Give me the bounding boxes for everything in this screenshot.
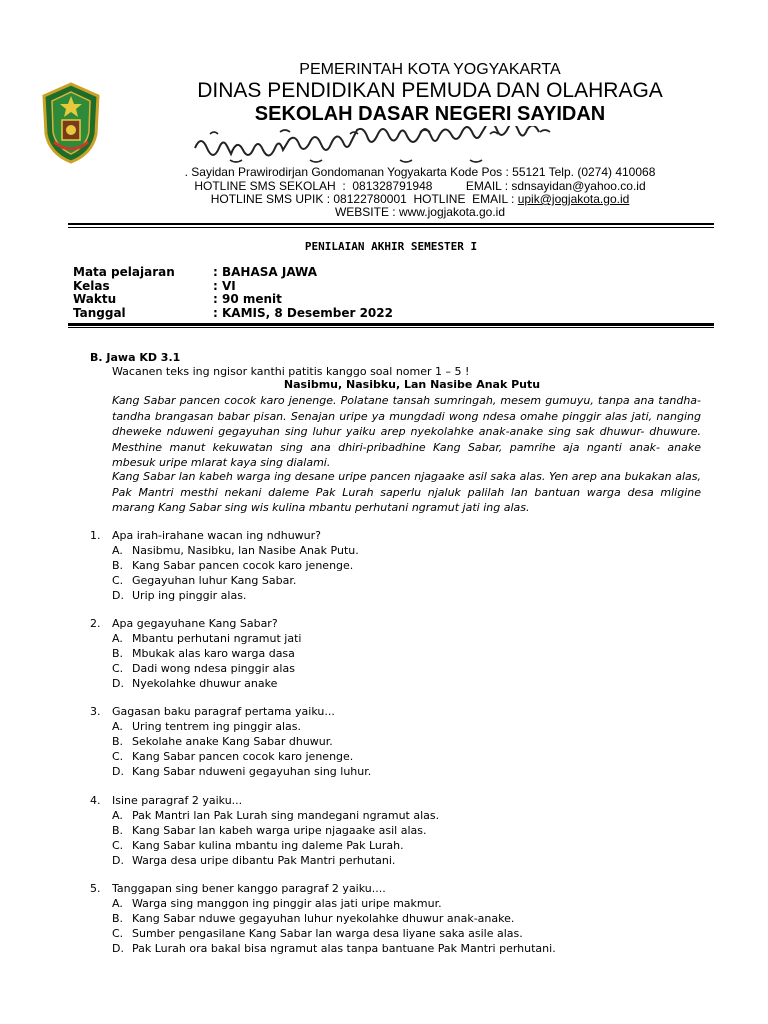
- school-email: EMAIL : sdnsayidan@yahoo.co.id: [465, 179, 646, 193]
- option-letter: D.: [112, 765, 124, 778]
- option-letter: A.: [112, 720, 123, 733]
- info-value: : 90 menit: [213, 292, 282, 306]
- question-number: 5.: [90, 882, 101, 895]
- option-text: Kang Sabar nduwe gegayuhan luhur nyekolahke dhuwur anak-anake.: [132, 912, 515, 925]
- option: [112, 544, 359, 557]
- option-letter: B.: [112, 735, 124, 748]
- javanese-script-icon: [190, 126, 570, 166]
- option-letter: D.: [112, 942, 124, 955]
- header-line-2: DINAS PENDIDIKAN PEMUDA DAN OLAHRAGA: [197, 79, 663, 102]
- option-letter: C.: [112, 927, 124, 940]
- option-text: Sumber pengasilane Kang Sabar lan warga desa liyane saka asile alas.: [132, 927, 523, 940]
- option: [112, 839, 404, 852]
- option-text: Warga sing manggon ing pinggir alas jati uripe makmur.: [132, 897, 442, 910]
- option: [112, 720, 301, 733]
- option: [112, 942, 556, 955]
- question-text: Gagasan baku paragraf pertama yaiku...: [112, 705, 335, 718]
- option-text: Mbukak alas karo warga dasa: [132, 647, 295, 660]
- info-divider: [68, 323, 714, 326]
- option-letter: A.: [112, 544, 123, 557]
- option: [112, 574, 296, 587]
- option-letter: D.: [112, 677, 124, 690]
- question-number: 2.: [90, 617, 101, 630]
- instruction: Wacanen teks ing ngisor kanthi patitis kanggo soal nomer 1 – 5 !: [112, 365, 470, 378]
- hotline-upik: HOTLINE SMS UPIK : 08122780001 HOTLINE EMAIL :: [210, 192, 518, 206]
- question-text: Apa irah-irahane wacan ing ndhuwur?: [112, 529, 321, 542]
- header-divider-thin: [68, 227, 714, 228]
- option-letter: B.: [112, 912, 124, 925]
- option: [112, 809, 439, 822]
- option-text: Mbantu perhutani ngramut jati: [132, 632, 302, 645]
- option: [112, 897, 442, 910]
- info-value: : VI: [213, 279, 236, 293]
- question-number: 1.: [90, 529, 101, 542]
- info-value: : BAHASA JAWA: [213, 265, 318, 279]
- exam-title: PENILAIAN AKHIR SEMESTER I: [304, 240, 478, 253]
- option: [112, 559, 353, 572]
- option-text: Kang Sabar lan kabeh warga uripe njagaake asil alas.: [132, 824, 427, 837]
- option-text: Pak Lurah ora bakal bisa ngramut alas tanpa bantuane Pak Mantri perhutani.: [132, 942, 556, 955]
- option: [112, 632, 301, 645]
- info-key: Kelas: [73, 279, 110, 293]
- city-emblem-icon: [40, 82, 102, 164]
- option-letter: B.: [112, 824, 124, 837]
- question-number: 3.: [90, 705, 101, 718]
- option-text: Nyekolahke dhuwur anake: [132, 677, 278, 690]
- option-text: Pak Mantri lan Pak Lurah sing mandegani ngramut alas.: [132, 809, 440, 822]
- option-letter: A.: [112, 897, 123, 910]
- option-text: Uring tentrem ing pinggir alas.: [132, 720, 302, 733]
- header-line-3: SEKOLAH DASAR NEGERI SAYIDAN: [254, 103, 606, 125]
- question-number: 4.: [90, 794, 101, 807]
- option: [112, 765, 371, 778]
- option-text: Nasibmu, Nasibku, lan Nasibe Anak Putu.: [132, 544, 359, 557]
- option: [112, 854, 395, 867]
- option-text: Kang Sabar pancen cocok karo jenenge.: [132, 559, 354, 572]
- option: [112, 735, 333, 748]
- option: [112, 677, 277, 690]
- option-text: Kang Sabar kulina mbantu ing daleme Pak Lurah.: [132, 839, 404, 852]
- passage-paragraph-1: Kang Sabar pancen cocok karo jenenge. Polatane tansah sumringah, mesem gumuyu, tanpa ana tandha- tandha brangasan babar pisan. Senajan uripe ya mungdadi wong ndesa omahe pinggir alas jati, nanging dheweke nduweni gegayuhan sing luhur yaiku arep nyekolahke anak-anake sing sak dhuwur- dhuwure. Mesthine manut kekuwatan sing ana dhiri-pribadhine Kang Sabar, pamrihe aja nganti anak- anake mbesuk uripe mlarat kaya sing dialami.: [112, 394, 701, 469]
- option-text: Gegayuhan luhur Kang Sabar.: [132, 574, 297, 587]
- option: [112, 824, 426, 837]
- option-letter: C.: [112, 750, 124, 763]
- header-divider: [68, 223, 714, 225]
- option-text: Dadi wong ndesa pinggir alas: [132, 662, 295, 675]
- passage-title: Nasibmu, Nasibku, Lan Nasibe Anak Putu: [283, 378, 541, 391]
- option: [112, 647, 295, 660]
- section-heading: B. Jawa KD 3.1: [90, 351, 181, 364]
- info-key: Mata pelajaran: [73, 265, 175, 279]
- info-key: Waktu: [73, 292, 117, 306]
- option-letter: C.: [112, 662, 124, 675]
- question-text: Isine paragraf 2 yaiku...: [112, 794, 243, 807]
- option-text: Kang Sabar pancen cocok karo jenenge.: [132, 750, 354, 763]
- info-divider-thin: [68, 327, 714, 328]
- hotline-sekolah: HOTLINE SMS SEKOLAH : 081328791948: [194, 179, 433, 193]
- option-letter: D.: [112, 589, 124, 602]
- info-key: Tanggal: [73, 306, 126, 320]
- upik-email-link[interactable]: upik@jogjakota.go.id: [517, 192, 630, 206]
- option: [112, 927, 523, 940]
- option: [112, 912, 514, 925]
- option-letter: C.: [112, 574, 124, 587]
- option-letter: D.: [112, 854, 124, 867]
- option-letter: B.: [112, 559, 124, 572]
- question-text: Tanggapan sing bener kanggo paragraf 2 yaiku....: [112, 882, 386, 895]
- option-text: Sekolahe anake Kang Sabar dhuwur.: [132, 735, 333, 748]
- option-text: Urip ing pinggir alas.: [132, 589, 247, 602]
- option-letter: A.: [112, 809, 123, 822]
- info-value: : KAMIS, 8 Desember 2022: [213, 306, 393, 320]
- option-text: Warga desa uripe dibantu Pak Mantri perhutani.: [132, 854, 396, 867]
- school-address: . Sayidan Prawirodirjan Gondomanan Yogyakarta Kode Pos : 55121 Telp. (0274) 410068: [184, 165, 656, 179]
- question-text: Apa gegayuhane Kang Sabar?: [112, 617, 278, 630]
- passage-paragraph-2: Kang Sabar lan kabeh warga ing desane uripe pancen njagaake asil saka alas. Yen arep ana bukakan alas, Pak Mantri mesthi nekani daleme Pak Lurah saperlu njaluk palilah lan bantuan warga desa mligine marang Kang Sabar sing wis kulina mbantu perhutani ngramut jati ing alas.: [112, 470, 701, 514]
- website: WEBSITE : www.jogjakota.go.id: [334, 205, 506, 219]
- option-letter: A.: [112, 632, 123, 645]
- option: [112, 750, 353, 763]
- option-text: Kang Sabar nduweni gegayuhan sing luhur.: [132, 765, 372, 778]
- option: [112, 589, 246, 602]
- option-letter: C.: [112, 839, 124, 852]
- option-letter: B.: [112, 647, 124, 660]
- option: [112, 662, 295, 675]
- header-line-1: PEMERINTAH KOTA YOGYAKARTA: [299, 61, 561, 78]
